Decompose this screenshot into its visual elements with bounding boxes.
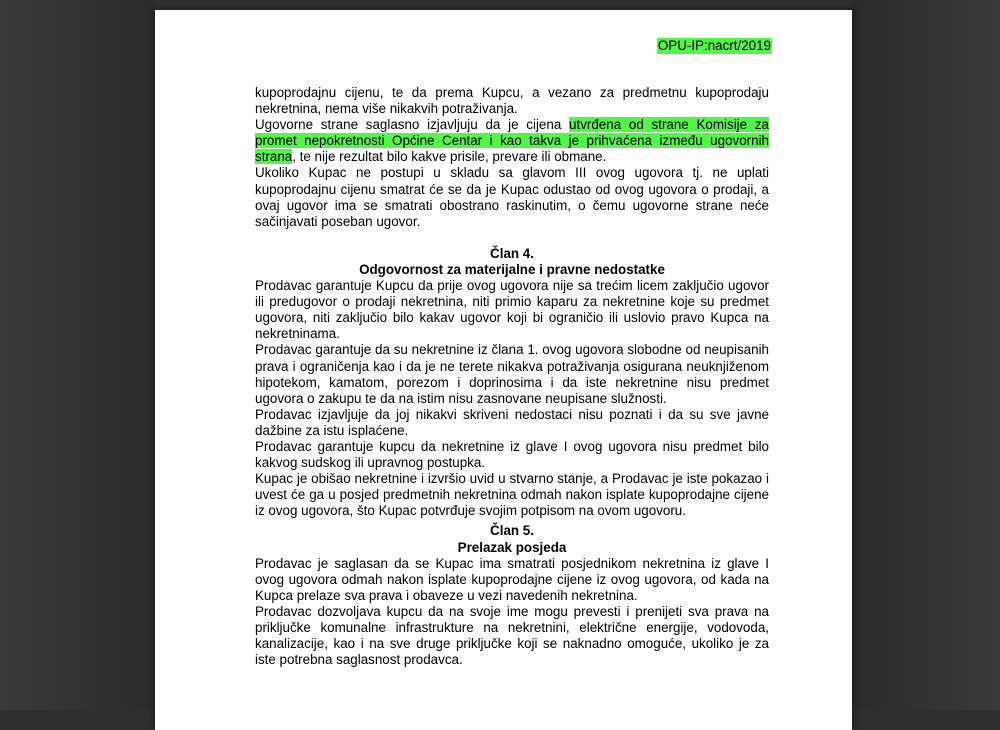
article-4-paragraph-2: Prodavac garantuje da su nekretnine iz člana 1. ovog ugovora slobodne od neupisanih prava i ograničenja kao i da je ne terete nikakva potraživanja osigurana neuknjiženom hipotekom, kamatom, porezom i doprinosima i da iste nekretnine nisu predmet ugovora o zakupu te da na istim nisu zasnovane neupisane služnosti. bbox=[255, 342, 769, 406]
document-page bbox=[155, 10, 852, 730]
paragraph-text: Ugovorne strane saglasno izjavljuju da je cijena bbox=[255, 117, 570, 133]
article-5-paragraph-2: Prodavac dozvoljava kupcu da na svoje ime mogu prevesti i prenijeti sva prava na priključke komunalne infrastrukture na nekretnini, električne energije, vodovoda, kanalizacije, kao i na sve druge priključke koji se naknadno omoguće, ukoliko je za iste potrebna saglasnost prodavca. bbox=[255, 603, 769, 668]
article-4-subtitle: Odgovornost za materijalne i pravne nedostatke bbox=[359, 261, 665, 277]
viewer-background-right bbox=[852, 0, 1000, 710]
article-5-subtitle: Prelazak posjeda bbox=[457, 539, 567, 555]
paragraph-price-agreement bbox=[255, 117, 769, 165]
highlighted-text: utvrđena od strane Komisije za promet nepokretnosti Općine Centar i kao takva je prihvaćena između ugovornih strana bbox=[255, 117, 769, 165]
paragraph-text: , te nije rezultat bilo kakve prisile, prevare ili obmane. bbox=[292, 149, 607, 165]
article-5-title: Član 5. bbox=[490, 523, 534, 539]
document-code: OPU-IP:nacrt/2019 bbox=[657, 38, 771, 53]
paragraph-price-claims: kupoprodajnu cijenu, te da prema Kupcu, a vezano za predmetnu kupoprodaju nekretnina, nema više nikakvih potraživanja. bbox=[255, 85, 769, 117]
document-body bbox=[255, 85, 769, 668]
viewer-background-left bbox=[0, 0, 155, 710]
article-5-paragraph-1: Prodavac je saglasan da se Kupac ima smatrati posjednikom nekretnina iz glave I ovog ugovora odmah nakon isplate kupoprodajne cijene iz ovog ugovora, od kada na Kupca prelaze sva prava i obaveze u vezi navedenih nekretnina. bbox=[255, 555, 769, 603]
article-4-paragraph-1: Prodavac garantuje Kupcu da prije ovog ugovora nije sa trećim licem zaključio ugovor ili predugovor o prodaji nekretnina, niti primio kaparu za nekretnine koje su predmet ugovora, niti zaključio bilo kakav ugovor koji bi ograničio ili uslovio pravo Kupca na nekretninama. bbox=[255, 278, 769, 342]
paragraph-contract-termination: Ukoliko Kupac ne postupi u skladu sa glavom III ovog ugovora tj. ne uplati kupoprodajnu cijenu smatrat će se da je Kupac odustao od ovog ugovora o prodaji, a ovaj ugovor ima se smatrati obostrano raskinutim, o čemu ugovorne strane neće sačinjavati poseban ugovor. bbox=[255, 165, 769, 229]
article-4-paragraph-4: Prodavac garantuje kupcu da nekretnine iz glave I ovog ugovora nisu predmet bilo kakvog sudskog ili upravnog postupka. bbox=[255, 438, 769, 471]
article-4-title: Član 4. bbox=[490, 245, 534, 261]
article-4-paragraph-3: Prodavac izjavljuje da joj nikakvi skriveni nedostaci nisu poznati i da su sve javne dažbine za istu isplaćene. bbox=[255, 406, 769, 438]
article-4-paragraph-5: Kupac je obišao nekretnine i izvršio uvid u stvarno stanje, a Prodavac je iste pokazao i uvest će ga u posjed predmetnih nekretnina odmah nakon isplate kupoprodajne cijene iz ovog ugovora, što Kupac potvrđuje svojim potpisom na ovom ugovoru. bbox=[255, 471, 769, 519]
